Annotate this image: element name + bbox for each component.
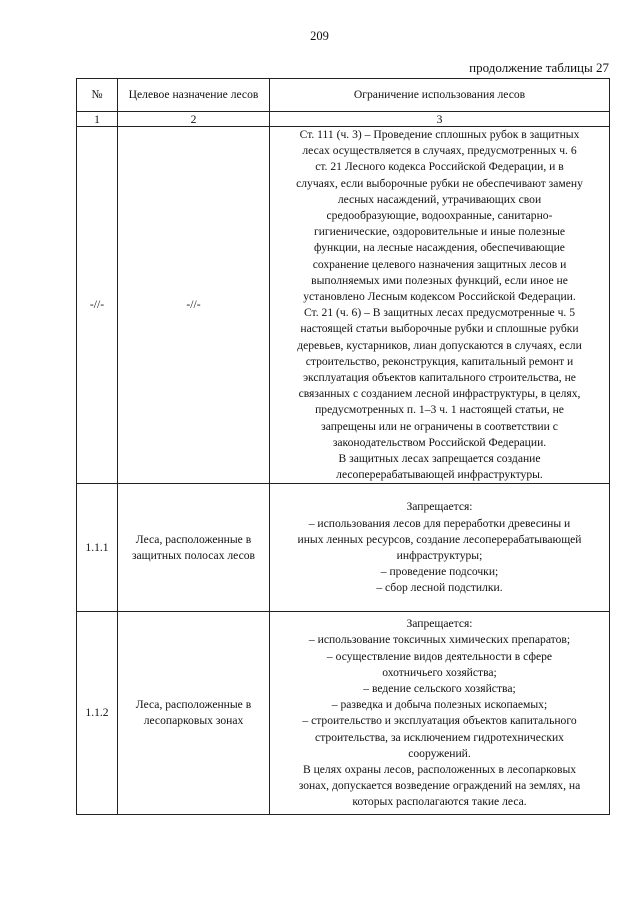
row-number-cell: 1.1.1 <box>77 484 118 612</box>
table-continuation-caption: продолжение таблицы 27 <box>469 60 609 75</box>
text-line: Леса, расположенные в <box>135 698 252 712</box>
text-line: случаях, если выборочные рубки не обеспечивают замену <box>296 176 583 190</box>
row-restriction-cell <box>270 484 610 612</box>
restriction-text <box>274 499 605 596</box>
text-line: Запрещается: <box>406 617 473 631</box>
text-line: которых располагаются такие леса. <box>352 795 527 809</box>
text-line: – сбор лесной подстилки. <box>376 581 503 595</box>
text-line: Ст. 111 (ч. 3) – Проведение сплошных рубок в защитных <box>299 128 580 141</box>
row-restriction-cell <box>270 612 610 815</box>
text-line: лесопарковых зонах <box>143 714 244 728</box>
text-line: настоящей статьи выборочные рубки и сплошные рубки <box>300 322 579 336</box>
header-purpose: Целевое назначение лесов <box>118 79 270 112</box>
text-line: гигиенические, оздоровительные и иные полезные <box>313 225 566 239</box>
text-line: строительства, за исключением гидротехнических <box>315 730 564 744</box>
table-row <box>77 484 610 612</box>
row-number-cell: 1.1.2 <box>77 612 118 815</box>
table-header-row <box>77 79 610 112</box>
table-row <box>77 127 610 484</box>
text-line: лесных насаждений, утрачивающих свои <box>337 192 542 206</box>
text-line: – проведение подсочки; <box>380 565 499 579</box>
text-line: функции, на лесные насаждения, обеспечивающие <box>314 241 565 255</box>
purpose-text <box>122 697 265 729</box>
header-number: № <box>77 79 118 112</box>
column-number-3: 3 <box>270 112 610 127</box>
column-number-row <box>77 112 610 127</box>
column-number-1: 1 <box>77 112 118 127</box>
text-line: предусмотренных п. 1–3 ч. 1 настоящей статьи, не <box>315 403 564 417</box>
text-line: – разведка и добыча полезных ископаемых; <box>331 698 548 712</box>
restrictions-table <box>76 78 610 815</box>
restriction-text <box>274 616 605 810</box>
text-line: ст. 21 Лесного кодекса Российской Федерации, и в <box>315 160 564 174</box>
column-number-2: 2 <box>118 112 270 127</box>
text-line: – ведение сельского хозяйства; <box>363 682 516 696</box>
text-line: защитных полосах лесов <box>131 548 256 562</box>
text-line: В целях охраны лесов, расположенных в лесопарковых <box>302 763 577 777</box>
text-line: зонах, допускается возведение ограждений на землях, на <box>298 779 581 793</box>
page-number: 209 <box>310 29 329 43</box>
text-line: Ст. 21 (ч. 6) – В защитных лесах предусмотренные ч. 5 <box>303 306 576 320</box>
text-line: – использование токсичных химических препаратов; <box>308 633 571 647</box>
text-line: охотничьего хозяйства; <box>382 665 497 679</box>
text-line: В защитных лесах запрещается создание <box>338 452 541 466</box>
row-purpose-cell: -//- <box>118 127 270 484</box>
text-line: эксплуатация объектов капитального строительства, не <box>303 371 576 385</box>
text-line: выполняемых ими полезных функций, если иное не <box>311 273 568 287</box>
text-line: средообразующие, водоохранные, санитарно- <box>326 209 553 223</box>
text-line: законодательством Российской Федерации. <box>332 435 547 449</box>
row-purpose-cell <box>118 612 270 815</box>
row-purpose-cell <box>118 484 270 612</box>
text-line: иных ленных ресурсов, создание лесоперерабатывающей <box>297 532 582 546</box>
text-line: связанных с созданием лесной инфраструктуры, в целях, <box>298 387 581 401</box>
table-row <box>77 612 610 815</box>
header-restriction: Ограничение использования лесов <box>270 79 610 112</box>
text-line: Запрещается: <box>406 500 473 514</box>
text-line: лесоперерабатывающей инфраструктуры. <box>336 468 543 482</box>
text-line: деревьев, кустарников, лиан допускаются в случаях, если <box>297 338 582 352</box>
text-line: Леса, расположенные в <box>135 532 252 546</box>
row-number-cell: -//- <box>77 127 118 484</box>
text-line: сохранение целевого назначения защитных лесов и <box>312 257 567 271</box>
text-line: инфраструктуры; <box>396 548 483 562</box>
text-line: – использования лесов для переработки древесины и <box>308 516 571 530</box>
text-line: лесах осуществляется в случаях, предусмотренных ч. 6 <box>302 144 577 158</box>
purpose-text <box>122 532 265 564</box>
text-line: установлено Лесным кодексом Российской Федерации. <box>303 290 576 304</box>
text-line: – строительство и эксплуатация объектов капитального <box>302 714 577 728</box>
row-restriction-cell <box>270 127 610 484</box>
text-line: запрещены или не ограничены в соответствии с <box>321 419 558 433</box>
text-line: строительство, реконструкция, капитальный ремонт и <box>305 354 574 368</box>
restriction-text <box>274 127 605 483</box>
text-line: сооружений. <box>408 746 471 760</box>
text-line: – осуществление видов деятельности в сфере <box>326 649 553 663</box>
